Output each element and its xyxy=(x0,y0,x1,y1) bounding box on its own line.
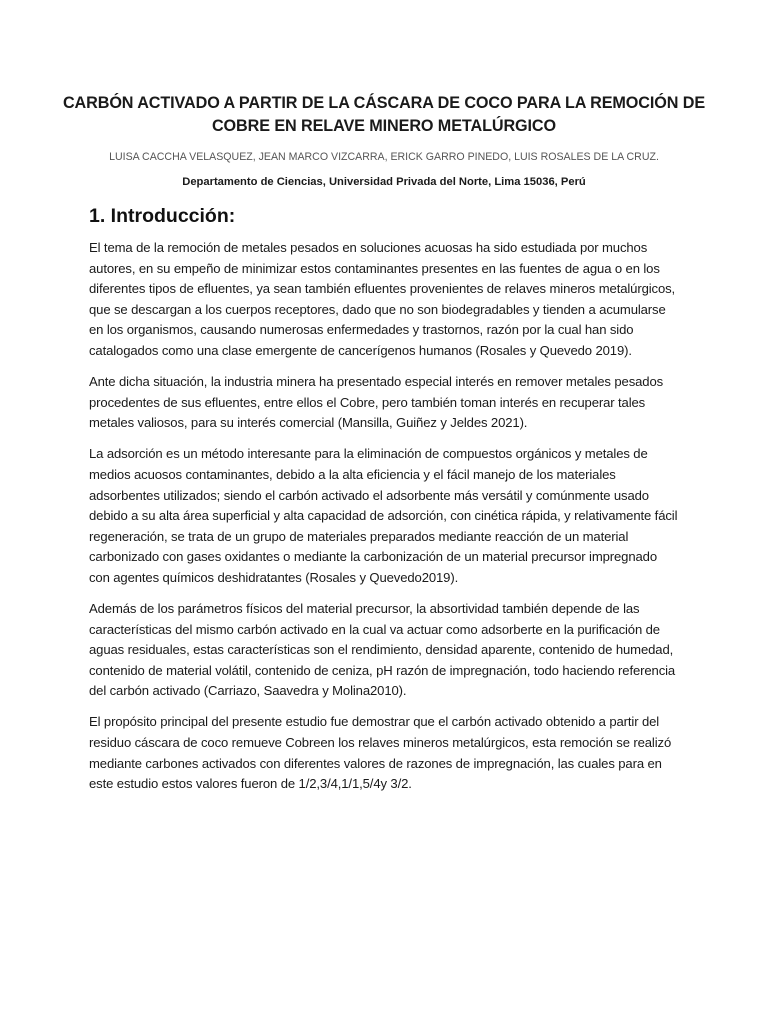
paper-title: CARBÓN ACTIVADO A PARTIR DE LA CÁSCARA DE COCO PARA LA REMOCIÓN DE COBRE EN RELAVE MINERO METALÚRGICO xyxy=(62,94,706,135)
paragraph: El tema de la remoción de metales pesados en soluciones acuosas ha sido estudiada por muchos autores, en su empeño de minimizar estos contaminantes presentes en las fuentes de agua o en los diferentes tipos de efluentes, ya sean también efluentes provenientes de relaves mineros metalúrgicos, que se descargan a los cuerpos receptores, dado que no son biodegradables y tienden a acumularse en los organismos, causando numerosas enfermedades y trastornos, razón por la cual han sido catalogados como una clase emergente de cancerígenos humanos (Rosales y Quevedo 2019). xyxy=(89,240,676,358)
paragraph: Ante dicha situación, la industria minera ha presentado especial interés en remover metales pesados procedentes de sus efluentes, entre ellos el Cobre, pero también toman interés en recuperar tales metales valiosos, para su interés comercial (Mansilla, Guiñez y Jeldes 2021). xyxy=(89,374,664,431)
paragraph: La adsorción es un método interesante para la eliminación de compuestos orgánicos y metales de medios acuosos contaminantes, debido a la alta eficiencia y el fácil manejo de los materiales adsorbentes utilizados; siendo el carbón activado el adsorbente más versátil y comúnmente usado debido a su alta área superficial y alta capacidad de adsorción, con cinética rápida, y relativamente fácil regeneración, se trata de un grupo de materiales preparados mediante reacción de un material carbonizado con gases oxidantes o mediante la carbonización de un material precursor impregnado con agentes químicos deshidratantes (Rosales y Quevedo2019). xyxy=(89,446,678,585)
paragraph: Además de los parámetros físicos del material precursor, la absortividad también depende de las características del mismo carbón activado en la cual va actuar como adsorberte en la purificación de aguas residuales, estas características son el rendimiento, densidad aparente, contenido de humedad, contenido de material volátil, contenido de ceniza, pH razón de impregnación, todo haciendo referencia del carbón activado (Carriazo, Saavedra y Molina2010). xyxy=(89,601,676,699)
section-body xyxy=(89,238,679,805)
author-list: LUISA CACCHA VELASQUEZ, JEAN MARCO VIZCARRA, ERICK GARRO PINEDO, LUIS ROSALES DE LA CRUZ. xyxy=(109,151,659,163)
affiliation: Departamento de Ciencias, Universidad Privada del Norte, Lima 15036, Perú xyxy=(182,176,586,188)
paragraph: El propósito principal del presente estudio fue demostrar que el carbón activado obtenido a partir del residuo cáscara de coco remueve Cobreen los relaves mineros metalúrgicos, esta remoción se realizó mediante carbones activados con diferentes valores de razones de impregnación, las cuales para en este estudio estos valores fueron de 1/2,3/4,1/1,5/4y 3/2. xyxy=(89,714,672,792)
section-heading: 1. Introducción: xyxy=(89,205,236,227)
